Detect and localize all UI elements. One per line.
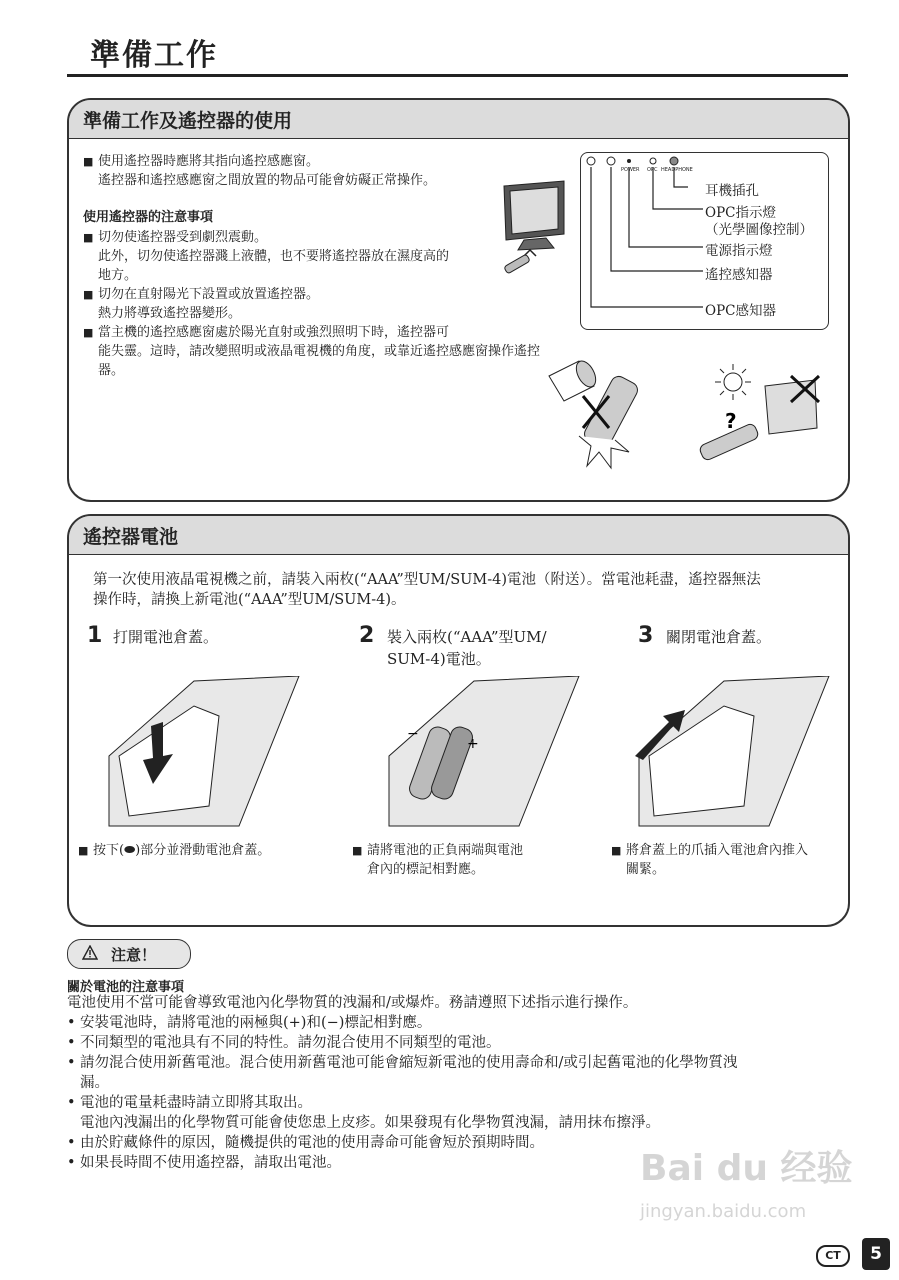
note-line: ■ 請將電池的正負兩端與電池 xyxy=(367,841,523,860)
caution-label: 注意！ xyxy=(111,946,157,964)
intro-line: 第一次使用液晶電視機之前，請裝入兩枚(“AAA”型UM/SUM-4)電池（附送）。當電池耗盡，遙控器無法 xyxy=(93,572,761,588)
control-panel-diagram xyxy=(580,152,829,330)
callout-power-indicator: 電源指示燈 xyxy=(705,243,773,259)
callout-remote-sensor: 遙控感知器 xyxy=(705,267,773,283)
callout-opc-sensor: OPC感知器 xyxy=(705,303,776,319)
step-2-text xyxy=(387,626,547,670)
precaution-line: ■ 切勿在直射陽光下設置或放置遙控器。 xyxy=(98,285,590,304)
callout-headphone-jack: 耳機插孔 xyxy=(705,183,759,199)
headphone-label: HEADPHONE xyxy=(661,167,693,173)
intro-line: 操作時，請換上新電池(“AAA”型UM/SUM-4)。 xyxy=(93,592,406,608)
note-line: ■ 按下(⬬)部分並滑動電池倉蓋。 xyxy=(93,841,270,860)
question-mark: ? xyxy=(725,409,737,433)
note-line: 倉內的標記相對應。 xyxy=(367,862,485,877)
step-1-number: 1 xyxy=(87,623,103,648)
caution-item: • 由於貯藏條件的原因，隨機提供的電池的使用壽命可能會短於預期時間。 xyxy=(80,1133,840,1153)
warning-icon xyxy=(82,945,98,961)
section-remote-usage xyxy=(67,98,850,502)
caution-item: • 安裝電池時，請將電池的兩極與(+)和(−)標記相對應。 xyxy=(80,1013,840,1033)
step-2-line: 裝入兩枚(“AAA”型UM/ xyxy=(387,628,547,646)
step-3-illustration xyxy=(629,676,839,836)
precaution-line: ■ 切勿使遙控器受到劇烈震動。 xyxy=(98,228,590,247)
watermark-url: jingyan.baidu.com xyxy=(640,1201,807,1222)
section-batteries xyxy=(67,514,850,927)
caution-intro: 電池使用不當可能會導致電池內化學物質的洩漏和/或爆炸。務請遵照下述指示進行操作。 xyxy=(67,995,638,1011)
language-badge: CT xyxy=(816,1245,850,1267)
step-2-note xyxy=(367,841,523,879)
baidu-watermark xyxy=(640,1140,860,1245)
precaution-line: ■ 當主機的遙控感應窗處於陽光直射或強烈照明下時，遙控器可 xyxy=(98,323,590,342)
step-3-note xyxy=(626,841,808,879)
callout-opc-indicator: OPC指示燈 xyxy=(705,205,776,221)
section-title: 遙控器電池 xyxy=(83,526,179,548)
power-label: POWER xyxy=(621,167,640,173)
step-2-line: SUM-4)電池。 xyxy=(387,650,491,668)
battery-intro xyxy=(93,570,841,610)
step-3-text: 關閉電池倉蓋。 xyxy=(666,628,772,646)
caution-heading: 關於電池的注意事項 xyxy=(67,980,185,995)
precaution-line: 此外，切勿使遙控器濺上液體，也不要將遙控器放在濕度高的 xyxy=(98,249,450,264)
section-title: 準備工作及遙控器的使用 xyxy=(83,110,293,132)
title-rule xyxy=(67,74,848,77)
precaution-line: 器。 xyxy=(98,363,125,378)
precaution-line: 能失靈。這時，請改變照明或液晶電視機的角度，或靠近遙控感應窗操作遙控 xyxy=(98,344,541,359)
note-line: 關緊。 xyxy=(626,862,666,877)
intro-line: ■ 使用遙控器時應將其指向遙控感應窗。 xyxy=(98,152,568,171)
note-line: ■ 將倉蓋上的爪插入電池倉內推入 xyxy=(626,841,808,860)
page-number: 5 xyxy=(862,1238,890,1270)
caution-item: • 不同類型的電池具有不同的特性。請勿混合使用不同類型的電池。 xyxy=(80,1033,840,1053)
precaution-line: 地方。 xyxy=(98,268,138,283)
caution-item: • 如果長時間不使用遙控器，請取出電池。 xyxy=(80,1153,840,1173)
tv-remote-illustration xyxy=(484,176,584,276)
step-1-note xyxy=(95,841,272,860)
callout-opc-desc: （光學圖像控制） xyxy=(705,222,813,238)
section-header xyxy=(69,516,848,555)
step-2-illustration xyxy=(379,676,589,836)
step-1-text: 打開電池倉蓋。 xyxy=(113,628,219,646)
step-2-number: 2 xyxy=(359,623,375,648)
step-3-number: 3 xyxy=(638,623,654,648)
precaution-line: 熱力將導致遙控器變形。 xyxy=(98,306,242,321)
svg-text:+: + xyxy=(467,736,479,752)
caution-item: • 電池的電量耗盡時請立即將其取出。 電池內洩漏出的化學物質可能會使您患上皮疹。如果發現有化學物質洩漏，請用抹布擦淨。 xyxy=(80,1093,840,1133)
sunlight-illustration xyxy=(679,362,829,482)
section-header xyxy=(69,100,848,139)
page-title: 準備工作 xyxy=(90,38,218,73)
remote-damage-illustration xyxy=(539,356,669,476)
opc-label: OPC xyxy=(647,167,658,173)
watermark-brand: Bai du 经验 xyxy=(640,1148,853,1189)
intro-line: 遙控器和遙控感應窗之間放置的物品可能會妨礙正常操作。 xyxy=(98,173,437,188)
svg-text:−: − xyxy=(407,726,419,742)
precautions-heading: 使用遙控器的注意事項 xyxy=(83,210,214,225)
caution-item: • 請勿混合使用新舊電池。混合使用新舊電池可能會縮短新電池的使用壽命和/或引起舊電池的化學物質洩 漏。 xyxy=(80,1053,840,1093)
step-1-illustration xyxy=(99,676,309,836)
